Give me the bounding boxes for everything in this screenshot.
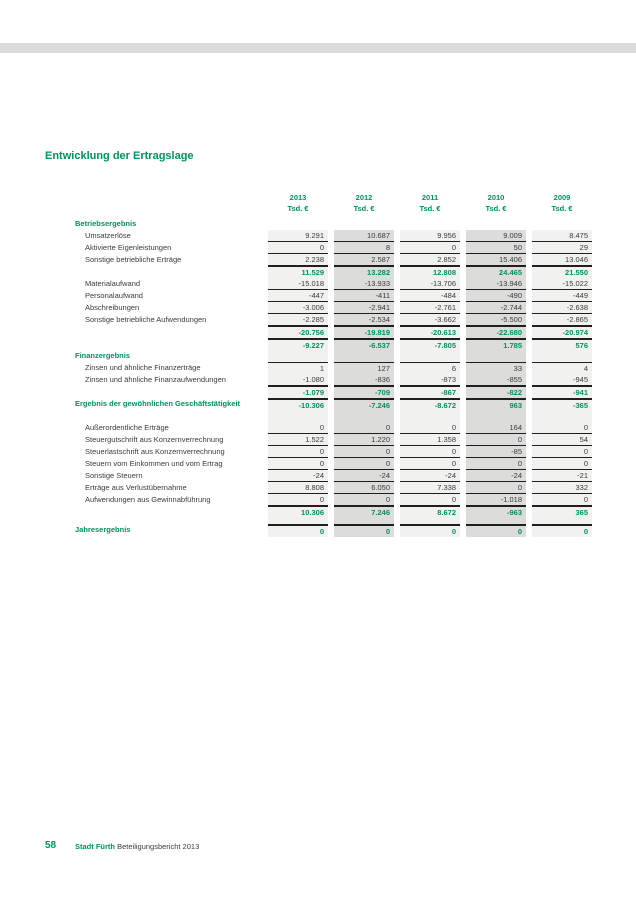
- row-label: Erträge aus Verlustübernahme: [85, 483, 187, 492]
- value-cell: -10.306: [268, 398, 328, 411]
- table-row: [75, 482, 592, 494]
- value-cell: -15.022: [532, 278, 592, 290]
- value-cell: -2.865: [532, 314, 592, 326]
- top-divider-bar: [0, 43, 636, 53]
- value-cell: -22.680: [466, 326, 526, 339]
- column-header-year: 2009: [553, 193, 571, 202]
- value-cell: [334, 410, 394, 422]
- value-cell: 0: [400, 458, 460, 470]
- value-cell: 13.046: [532, 254, 592, 266]
- row-label: Steuerlastschrift aus Konzernverrechnung: [85, 447, 225, 456]
- value-cell: 7.246: [334, 506, 394, 519]
- value-cell: 0: [400, 422, 460, 434]
- value-cell: -19.819: [334, 326, 394, 339]
- value-cell: 0: [400, 494, 460, 506]
- value-cell: -20.613: [400, 326, 460, 339]
- value-cell: 10.687: [334, 230, 394, 242]
- value-cell: 9.291: [268, 230, 328, 242]
- table-body: [75, 218, 592, 536]
- row-label: Betriebsergebnis: [75, 219, 137, 228]
- value-cell: 0: [466, 458, 526, 470]
- value-cell: 15.406: [466, 254, 526, 266]
- value-cell: 0: [334, 422, 394, 434]
- footer-page-number: 58: [45, 840, 57, 851]
- footer-text: [75, 842, 199, 851]
- value-cell: -449: [532, 290, 592, 302]
- value-cell: 2.852: [400, 254, 460, 266]
- value-cell: 8.475: [532, 230, 592, 242]
- value-cell: [466, 350, 526, 362]
- value-cell: -365: [532, 398, 592, 411]
- column-header-year: 2012: [355, 193, 373, 202]
- value-cell: -5.500: [466, 314, 526, 326]
- table-row: [75, 398, 592, 410]
- column-header-unit: Tsd. €: [485, 204, 507, 213]
- row-label: Aufwendungen aus Gewinnabführung: [85, 495, 211, 504]
- row-label: Umsatzerlöse: [85, 231, 131, 240]
- value-cell: -2.941: [334, 302, 394, 314]
- column-header-unit: Tsd. €: [551, 204, 573, 213]
- row-label: Außerordentliche Erträge: [85, 423, 169, 432]
- value-cell: 0: [400, 524, 460, 537]
- value-cell: [466, 218, 526, 230]
- value-cell: [334, 350, 394, 362]
- table-row: [75, 434, 592, 446]
- table-row: [75, 302, 592, 314]
- footer-brand: Stadt Fürth: [75, 842, 115, 851]
- value-cell: 1: [268, 362, 328, 375]
- table-row: [75, 218, 592, 230]
- table-row: [75, 374, 592, 386]
- value-cell: [268, 410, 328, 422]
- row-label: Steuergutschrift aus Konzernverrechnung: [85, 435, 224, 444]
- value-cell: -447: [268, 290, 328, 302]
- value-cell: 0: [334, 458, 394, 470]
- value-cell: -13.706: [400, 278, 460, 290]
- table-header-years: [75, 192, 592, 203]
- row-label: Aktivierte Eigenleistungen: [85, 243, 172, 252]
- value-cell: -1.080: [268, 374, 328, 386]
- value-cell: [400, 350, 460, 362]
- value-cell: [532, 218, 592, 230]
- table-row: [75, 362, 592, 374]
- page-title: Entwicklung der Ertragslage: [45, 150, 194, 162]
- value-cell: -21: [532, 470, 592, 482]
- value-cell: [268, 350, 328, 362]
- column-header-year: 2013: [289, 193, 307, 202]
- value-cell: -822: [466, 386, 526, 399]
- value-cell: 0: [532, 422, 592, 434]
- value-cell: -411: [334, 290, 394, 302]
- table-row: [75, 266, 592, 278]
- header-spacer: [75, 192, 262, 203]
- row-label: Zinsen und ähnliche Finanzaufwendungen: [85, 375, 226, 384]
- value-cell: -85: [466, 446, 526, 458]
- table-row: [75, 314, 592, 326]
- value-cell: 0: [334, 524, 394, 537]
- value-cell: -3.662: [400, 314, 460, 326]
- value-cell: 0: [466, 524, 526, 537]
- value-cell: -2.638: [532, 302, 592, 314]
- value-cell: -2.534: [334, 314, 394, 326]
- value-cell: [334, 218, 394, 230]
- value-cell: 54: [532, 434, 592, 446]
- table-row: [75, 506, 592, 518]
- table-row: [75, 230, 592, 242]
- value-cell: -709: [334, 386, 394, 399]
- value-cell: 6: [400, 362, 460, 375]
- value-cell: 1.522: [268, 434, 328, 446]
- value-cell: 0: [268, 524, 328, 537]
- column-header-year: 2011: [421, 193, 439, 202]
- value-cell: 2.238: [268, 254, 328, 266]
- value-cell: 4: [532, 362, 592, 375]
- value-cell: 963: [466, 398, 526, 411]
- value-cell: 0: [268, 422, 328, 434]
- table-row: [75, 446, 592, 458]
- value-cell: -7.805: [400, 338, 460, 351]
- value-cell: -13.933: [334, 278, 394, 290]
- row-label: Abschreibungen: [85, 303, 140, 312]
- footer-document-name: Beteiligungsbericht 2013: [117, 842, 200, 851]
- value-cell: 13.282: [334, 266, 394, 279]
- row-label: Jahresergebnis: [75, 525, 131, 534]
- value-cell: -3.006: [268, 302, 328, 314]
- value-cell: 7.338: [400, 482, 460, 494]
- value-cell: -1.018: [466, 494, 526, 506]
- table-row: [75, 386, 592, 398]
- value-cell: -9.227: [268, 338, 328, 351]
- value-cell: 0: [532, 458, 592, 470]
- value-cell: 0: [466, 434, 526, 446]
- value-cell: 2.587: [334, 254, 394, 266]
- value-cell: -8.672: [400, 398, 460, 411]
- value-cell: -15.018: [268, 278, 328, 290]
- value-cell: 29: [532, 242, 592, 254]
- table-row: [75, 410, 592, 422]
- value-cell: -1.079: [268, 386, 328, 399]
- table-row: [75, 278, 592, 290]
- value-cell: 127: [334, 362, 394, 375]
- value-cell: 8.672: [400, 506, 460, 519]
- value-cell: -855: [466, 374, 526, 386]
- value-cell: 0: [268, 458, 328, 470]
- value-cell: -2.285: [268, 314, 328, 326]
- value-cell: 0: [334, 446, 394, 458]
- table-row: [75, 338, 592, 350]
- value-cell: 8: [334, 242, 394, 254]
- header-spacer: [75, 203, 262, 214]
- value-cell: 164: [466, 422, 526, 434]
- column-header-unit: Tsd. €: [353, 204, 375, 213]
- row-label: Zinsen und ähnliche Finanzerträge: [85, 363, 201, 372]
- table-row: [75, 350, 592, 362]
- row-label: [75, 410, 262, 422]
- value-cell: -24: [334, 470, 394, 482]
- value-cell: 0: [532, 494, 592, 506]
- value-cell: [466, 410, 526, 422]
- value-cell: 0: [400, 242, 460, 254]
- value-cell: -836: [334, 374, 394, 386]
- value-cell: 365: [532, 506, 592, 519]
- table-row: [75, 458, 592, 470]
- value-cell: [268, 218, 328, 230]
- row-label: Sonstige Steuern: [85, 471, 143, 480]
- value-cell: 1.785: [466, 338, 526, 351]
- value-cell: -941: [532, 386, 592, 399]
- value-cell: [532, 350, 592, 362]
- value-cell: 576: [532, 338, 592, 351]
- value-cell: -873: [400, 374, 460, 386]
- value-cell: -490: [466, 290, 526, 302]
- table-row: [75, 524, 592, 536]
- value-cell: 11.529: [268, 266, 328, 279]
- value-cell: 0: [532, 446, 592, 458]
- value-cell: -2.744: [466, 302, 526, 314]
- row-label: Ergebnis der gewöhnlichen Geschäftstätigkeit: [75, 399, 241, 408]
- value-cell: -20.756: [268, 326, 328, 339]
- value-cell: 50: [466, 242, 526, 254]
- value-cell: 24.465: [466, 266, 526, 279]
- value-cell: 9.956: [400, 230, 460, 242]
- value-cell: -13.946: [466, 278, 526, 290]
- value-cell: -24: [268, 470, 328, 482]
- table-row: [75, 242, 592, 254]
- value-cell: -945: [532, 374, 592, 386]
- value-cell: -867: [400, 386, 460, 399]
- row-label: Sonstige betriebliche Aufwendungen: [85, 315, 207, 324]
- value-cell: [400, 218, 460, 230]
- row-label: Steuern vom Einkommen und vom Ertrag: [85, 459, 223, 468]
- column-header-year: 2010: [487, 193, 505, 202]
- value-cell: -484: [400, 290, 460, 302]
- table-row: [75, 470, 592, 482]
- value-cell: -7.246: [334, 398, 394, 411]
- value-cell: [400, 410, 460, 422]
- ertragslage-table: [75, 192, 592, 536]
- table-row: [75, 422, 592, 434]
- value-cell: 6.050: [334, 482, 394, 494]
- value-cell: 10.306: [268, 506, 328, 519]
- value-cell: -6.537: [334, 338, 394, 351]
- value-cell: 332: [532, 482, 592, 494]
- value-cell: 8.808: [268, 482, 328, 494]
- value-cell: -24: [400, 470, 460, 482]
- table-row: [75, 494, 592, 506]
- column-header-unit: Tsd. €: [419, 204, 441, 213]
- value-cell: 33: [466, 362, 526, 375]
- value-cell: 12.808: [400, 266, 460, 279]
- value-cell: 0: [268, 242, 328, 254]
- row-label: Personalaufwand: [85, 291, 143, 300]
- value-cell: 0: [268, 494, 328, 506]
- value-cell: 21.550: [532, 266, 592, 279]
- table-header-units: [75, 203, 592, 214]
- value-cell: -24: [466, 470, 526, 482]
- table-row: [75, 254, 592, 266]
- value-cell: -963: [466, 506, 526, 519]
- value-cell: 0: [532, 524, 592, 537]
- value-cell: 0: [268, 446, 328, 458]
- value-cell: [532, 410, 592, 422]
- column-header-unit: Tsd. €: [287, 204, 309, 213]
- value-cell: 0: [334, 494, 394, 506]
- value-cell: 0: [400, 446, 460, 458]
- value-cell: 1.220: [334, 434, 394, 446]
- value-cell: 9.009: [466, 230, 526, 242]
- value-cell: -20.974: [532, 326, 592, 339]
- table-row: [75, 290, 592, 302]
- value-cell: -2.761: [400, 302, 460, 314]
- value-cell: 1.358: [400, 434, 460, 446]
- row-label: Sonstige betriebliche Erträge: [85, 255, 182, 264]
- row-label: Finanzergebnis: [75, 351, 131, 360]
- value-cell: 0: [466, 482, 526, 494]
- row-label: Materialaufwand: [85, 279, 141, 288]
- table-row: [75, 326, 592, 338]
